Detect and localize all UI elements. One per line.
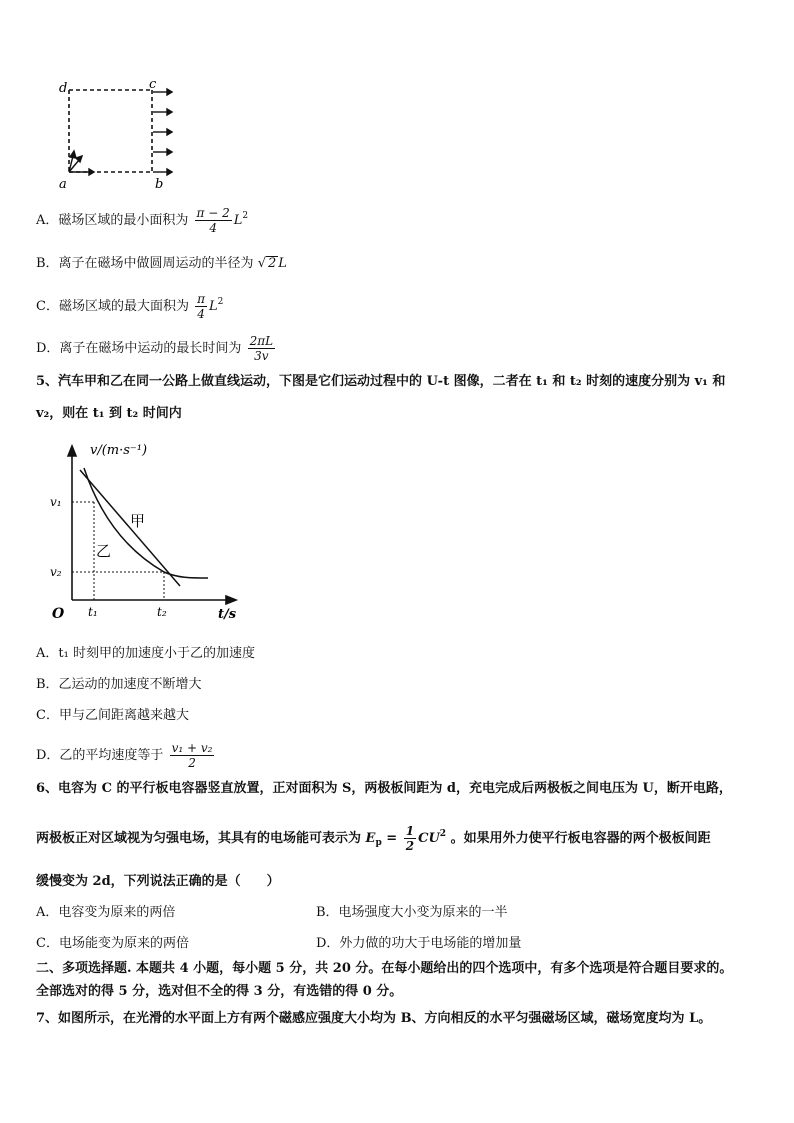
q5-stem-line2: v₂，则在 t₁ 到 t₂ 时间内	[36, 406, 182, 421]
section2-line2: 全部选对的得 5 分，选对但不全的得 3 分，有选错的得 0 分。	[36, 984, 403, 999]
graph-v2: v₂	[50, 565, 62, 579]
q6-line2: 两极板正对区域视为匀强电场，其具有的电场能可表示为 $E_p$ = $\frac{1}{2}$ $CU^2$ 。如果用外力使平行板电容器的两个极板间距	[36, 824, 711, 853]
label-a: a	[59, 177, 67, 190]
graph-t1: t₁	[88, 605, 98, 619]
square-field-figure	[55, 78, 185, 190]
q4-option-d: D．离子在磁场中运动的最长时间为 $\frac{2\pi L}{3v}$	[36, 334, 274, 363]
graph-ylabel: v/(m·s⁻¹)	[90, 443, 148, 458]
q6-option-d: D．外力做的功大于电场能的增加量	[316, 936, 522, 951]
graph-t2: t₂	[157, 605, 167, 619]
q5-option-d: D．乙的平均速度等于 $\frac{\text{v₁ + v₂}}{2}$	[36, 741, 213, 770]
curve-yi	[84, 468, 208, 578]
section2-line1: 二、多项选择题. 本题共 4 小题，每小题 5 分，共 20 分。在每小题给出的四个选项中，有多个选项是符合题目要求的。	[36, 961, 733, 976]
graph-origin: O	[52, 606, 65, 622]
q5-stem-line1: 5、汽车甲和乙在同一公路上做直线运动，下图是它们运动过程中的 U-t 图像，二者在 t₁ 和 t₂ 时刻的速度分别为 v₁ 和	[36, 374, 726, 389]
q4-option-b: B．离子在磁场中做圆周运动的半径为 √ 2 L	[36, 256, 287, 271]
q6-line3: 缓慢变为 2d，下列说法正确的是（ ）	[36, 874, 280, 889]
q6-option-c: C．电场能变为原来的两倍	[36, 936, 189, 951]
graph-xlabel: t/s	[218, 607, 237, 622]
velocity-time-graph	[40, 440, 260, 625]
q7-line1: 7、如图所示，在光滑的水平面上方有两个磁感应强度大小均为 B、方向相反的水平匀强磁场区域，磁场宽度均为 L。	[36, 1011, 712, 1026]
graph-label-yi: 乙	[96, 542, 112, 560]
q5-option-c: C．甲与乙间距离越来越大	[36, 708, 189, 723]
q4-option-c: C．磁场区域的最大面积为 $\frac{\pi}{4}$ $L^2$	[36, 292, 224, 321]
label-b: b	[155, 177, 164, 190]
graph-v1: v₁	[50, 495, 62, 509]
label-d: d	[59, 81, 68, 96]
q5-option-a: A．t₁ 时刻甲的加速度小于乙的加速度	[36, 646, 255, 661]
q6-option-a: A．电容变为原来的两倍	[36, 905, 176, 920]
graph-label-jia: 甲	[130, 512, 146, 530]
label-c: c	[149, 78, 157, 92]
q6-option-b: B．电场强度大小变为原来的一半	[316, 905, 508, 920]
q4-option-a: A．磁场区域的最小面积为 $\frac{\pi - 2}{4}$ $L^2$	[36, 206, 249, 235]
q6-line1: 6、电容为 C 的平行板电容器竖直放置，正对面积为 S，两极板间距为 d，充电完成后两极板之间电压为 U，断开电路，	[36, 781, 732, 796]
q5-option-b: B．乙运动的加速度不断增大	[36, 677, 202, 692]
